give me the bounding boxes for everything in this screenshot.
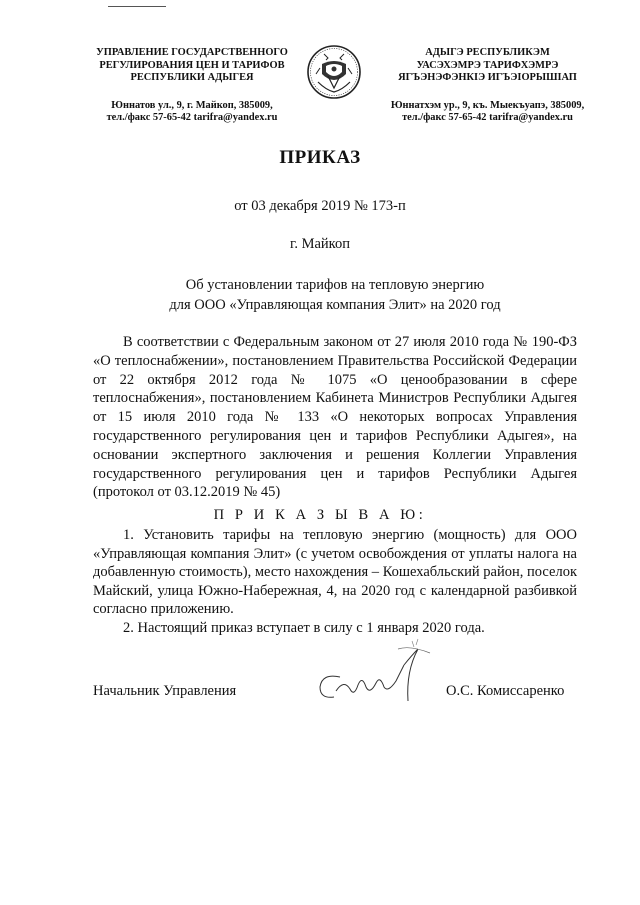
header-left-line1: УПРАВЛЕНИЕ ГОСУДАРСТВЕННОГО [96, 47, 288, 58]
header-right-line3: ЯГЪЭНЭФЭНКІЭ ИГЪЭІОРЫШІАП [398, 72, 577, 83]
subject-line2: для ООО «Управляющая компания Элит» на 2020 год [169, 297, 501, 313]
signatory-name: О.С. Комиссаренко [446, 683, 565, 699]
document-city: г. Майкоп [290, 236, 350, 252]
header-left-line3: РЕСПУБЛИКИ АДЫГЕЯ [130, 72, 254, 83]
coat-of-arms-icon [306, 44, 362, 100]
header-right [375, 47, 600, 125]
handwritten-signature-icon [300, 635, 450, 715]
header-left [82, 47, 302, 125]
header-left-address1: Юннатов ул., 9, г. Майкоп, 385009, [111, 99, 273, 111]
header-right-address2: тел./факс 57-65-42 tarifra@yandex.ru [402, 112, 573, 123]
order-item-2: 2. Настоящий приказ вступает в силу с 1 января 2020 года. [123, 619, 485, 636]
preamble-paragraph: В соответствии с Федеральным законом от 27 июля 2010 года № 190-ФЗ «О теплоснабжении», постановлением Правительства Российской Федерации от 22 октября 2012 года № 1075 «О ценообразовании в сфере теплоснабжения», постановлением Кабинета Министров Республики Адыгея от 15 июля 2010 года № 133 «О некоторых вопросах Управления государственного регулирования цен и тарифов Республики Адыгея», на основании экспертного заключения и решения Коллегии Управления государственного регулирования цен и тарифов Республики Адыгея (протокол от 03.12.2019 № 45) [93, 334, 577, 501]
header-right-address1: Юннатхэм ур., 9, къ. Мыекъуапэ, 385009, [390, 99, 585, 111]
top-rule [108, 6, 166, 7]
document-date-number: от 03 декабря 2019 № 173-п [234, 198, 406, 214]
header-left-line2: РЕГУЛИРОВАНИЯ ЦЕН И ТАРИФОВ [99, 59, 285, 71]
order-item-1: 1. Установить тарифы на тепловую энергию (мощность) для ООО «Управляющая компания Элит» (с учетом освобождения от уплаты налога на добавленную стоимость), место нахождения – Кошехабльский район, поселок Майский, улица Южно-Набережная, 4, на 2020 год с календарной разбивкой согласно приложению. [93, 527, 577, 618]
document-subject [100, 275, 570, 315]
subject-line1: Об установлении тарифов на тепловую энергию [185, 277, 485, 293]
header-left-address2: тел./факс 57-65-42 tarifra@yandex.ru [106, 112, 278, 123]
header-right-line1: АДЫГЭ РЕСПУБЛИКЭМ [425, 47, 550, 58]
order-items [93, 526, 577, 638]
header-right-line2: УАСЭХЭМРЭ ТАРИФХЭМРЭ [416, 59, 559, 71]
document-title: ПРИКАЗ [279, 147, 361, 168]
signatory-position: Начальник Управления [93, 683, 237, 699]
order-heading: П Р И К А З Ы В А Ю: [213, 507, 427, 523]
